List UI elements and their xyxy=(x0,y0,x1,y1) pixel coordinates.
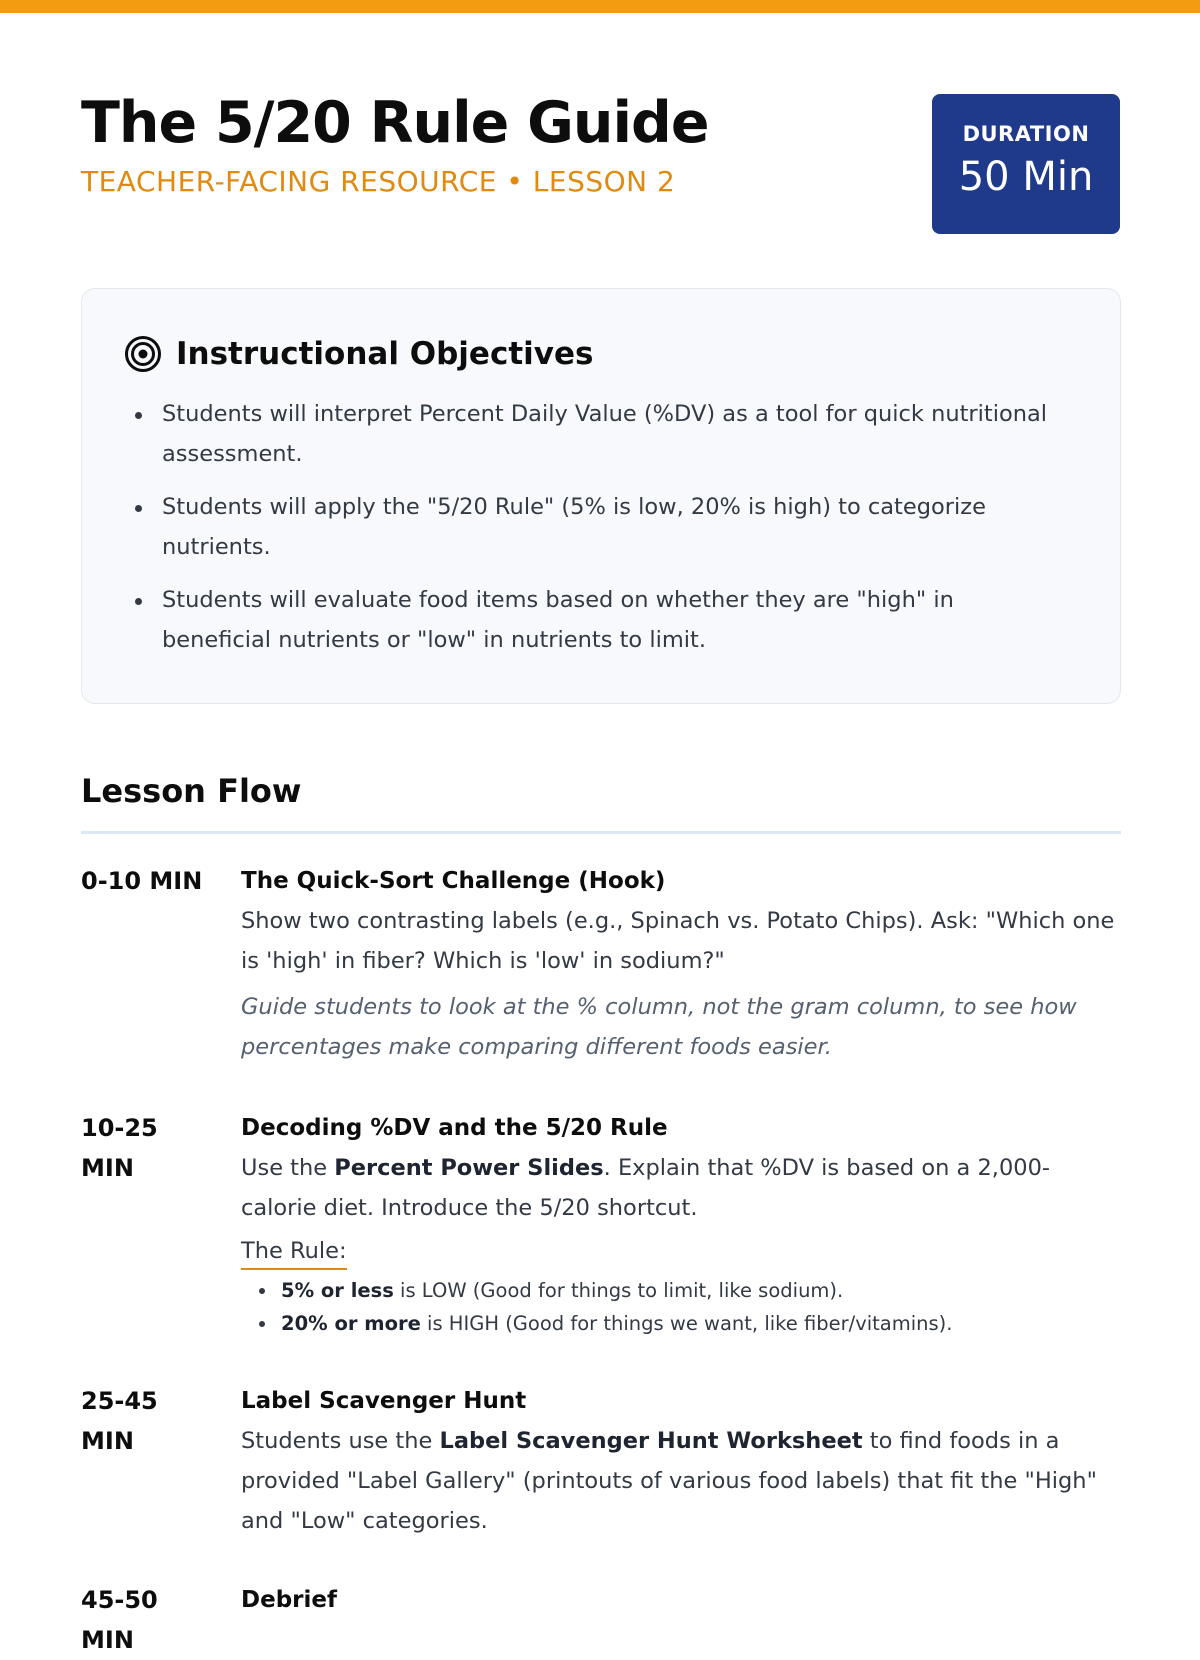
text-segment: Students use the xyxy=(241,1428,440,1454)
flow-body xyxy=(241,1381,1121,1541)
page-header xyxy=(81,90,1121,240)
objectives-title: Instructional Objectives xyxy=(176,336,594,372)
text-segment: . Explain that %DV is based on a 2,000-calorie diet. Introduce the 5/20 shortcut. xyxy=(241,1155,1051,1221)
rule-label: The Rule: xyxy=(241,1234,347,1270)
flow-description: Show two contrasting labels (e.g., Spinach vs. Potato Chips). Ask: "Which one is 'high' in fiber? Which is 'low' in sodium?" xyxy=(241,908,1115,974)
page-title: The 5/20 Rule Guide xyxy=(81,90,709,156)
section-divider xyxy=(81,831,1121,834)
flow-teacher-note: Guide students to look at the % column, not the gram column, to see how percentages make comparing different foods easier. xyxy=(241,994,1077,1060)
flow-time: 25-45 MIN xyxy=(81,1387,158,1455)
text-segment: Use the xyxy=(241,1155,335,1181)
flow-time: 0-10 MIN xyxy=(81,867,203,895)
flow-title: Label Scavenger Hunt xyxy=(241,1388,527,1414)
text-segment: to find foods in a provided "Label Gallery" (printouts of various food labels) that fit the "High" and "Low" categories. xyxy=(241,1428,1097,1534)
flow-body xyxy=(241,861,1121,1067)
objective-item: Students will interpret Percent Daily Value (%DV) as a tool for quick nutritional assessment. xyxy=(162,394,1062,474)
rule-threshold: 20% or more xyxy=(281,1312,421,1335)
rule-item xyxy=(281,1274,1121,1307)
flow-body xyxy=(241,1580,1121,1620)
rule-text: is HIGH (Good for things we want, like fiber/vitamins). xyxy=(420,1312,953,1335)
flow-description xyxy=(241,1148,1121,1228)
objectives-list xyxy=(162,394,1062,673)
objectives-heading xyxy=(124,335,593,373)
duration-value: 50 Min xyxy=(958,154,1094,200)
flow-time: 10-25 MIN xyxy=(81,1114,158,1182)
top-accent-bar xyxy=(0,0,1200,13)
flow-time: 45-50 MIN xyxy=(81,1586,158,1654)
duration-badge xyxy=(932,94,1120,234)
rule-text: is LOW (Good for things to limit, like sodium). xyxy=(393,1279,844,1302)
objective-item: Students will apply the "5/20 Rule" (5% is low, 20% is high) to categorize nutrients. xyxy=(162,487,1062,567)
page-subtitle: TEACHER-FACING RESOURCE • LESSON 2 xyxy=(81,165,676,198)
flow-title: The Quick-Sort Challenge (Hook) xyxy=(241,868,666,894)
rule-item xyxy=(281,1307,1121,1340)
target-icon xyxy=(124,335,162,373)
resource-name: Label Scavenger Hunt Worksheet xyxy=(439,1428,863,1454)
objectives-card xyxy=(81,288,1121,704)
duration-label: DURATION xyxy=(962,122,1090,146)
resource-name: Percent Power Slides xyxy=(334,1155,604,1181)
flow-title: Decoding %DV and the 5/20 Rule xyxy=(241,1115,668,1141)
flow-body xyxy=(241,1108,1121,1340)
lesson-flow-heading: Lesson Flow xyxy=(81,772,302,810)
flow-description xyxy=(241,1421,1121,1541)
flow-title: Debrief xyxy=(241,1587,337,1613)
objective-item: Students will evaluate food items based on whether they are "high" in beneficial nutrients or "low" in nutrients to limit. xyxy=(162,580,1062,660)
rule-threshold: 5% or less xyxy=(281,1279,394,1302)
rule-list xyxy=(281,1274,1121,1340)
